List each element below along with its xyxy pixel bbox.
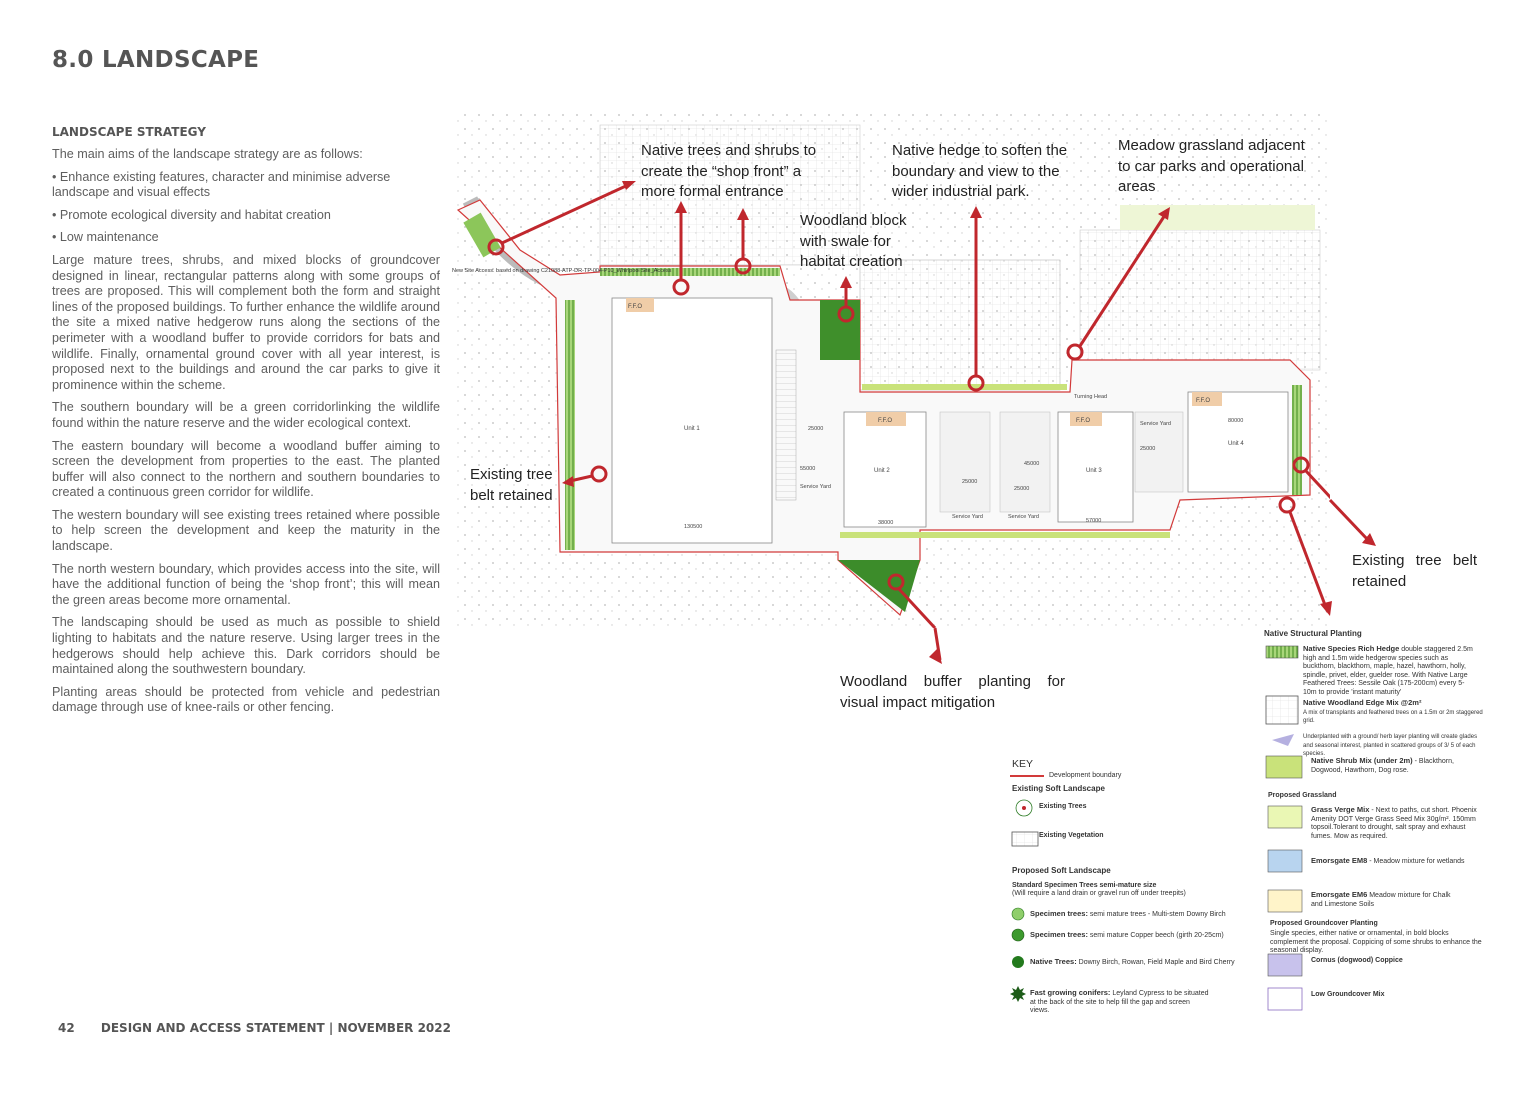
intro-text: The main aims of the landscape strategy are as follows: xyxy=(52,147,363,161)
existing-vegetation-icon xyxy=(1012,832,1038,846)
legend-grassland-heading: Proposed Grassland xyxy=(1268,792,1337,799)
legend-low-groundcover: Low Groundcover Mix xyxy=(1311,991,1385,998)
woodland-edge-swatch xyxy=(1266,696,1298,724)
paragraph-5: The north western boundary, which provides access into the site, will have the additional function of being the ‘shop front’; this will mean the green areas become more ornamental. xyxy=(52,561,440,607)
hedge-swatch xyxy=(1266,646,1298,658)
cornus-swatch xyxy=(1268,954,1302,976)
legend-em8-text: - Meadow mixture for wetlands xyxy=(1367,858,1465,865)
legend-em6-bold: Emorsgate EM6 xyxy=(1311,890,1368,899)
key-item-native xyxy=(1030,958,1250,968)
legend-grass-text: - Next to paths, cut short. Phoenix Amenity DOT Verge Grass Seed Mix 30g/m². 150mm topsoil.Tolerant to drought, salt spray and exhaust fumes. Mow as required. xyxy=(1311,807,1477,840)
callout-woodland-block: Woodland block with swale for habitat creation xyxy=(800,212,907,270)
legend-shrub xyxy=(1311,757,1481,775)
unit-3-label: Unit 3 xyxy=(1086,468,1102,474)
legend-grass-verge xyxy=(1311,806,1481,841)
paragraph-1: Large mature trees, shrubs, and mixed blocks of groundcover designed in linear, rectangular patterns along with some groups of trees are proposed. This will complement both the form and straight lines of the proposed buildings. To further enhance the wildlife around the site a mixed native hedgerow runs along the sections of the perimeter with a woodland buffer to provide corridors for bats and wildlife. Finally, ornamental ground cover with all year interest, is proposed next to the buildings and around the car parks to give it prominence within the scheme. xyxy=(52,252,440,392)
legend-grass-bold: Grass Verge Mix xyxy=(1311,805,1370,814)
footer-text: DESIGN AND ACCESS STATEMENT | NOVEMBER 2022 xyxy=(100,1021,451,1035)
section-heading: LANDSCAPE STRATEGY xyxy=(52,125,206,139)
specimen-birch-icon xyxy=(1012,908,1024,920)
callout-tree-belt-east: Existing tree belt retained xyxy=(1352,552,1477,590)
legend-hedge-text: double staggered 2.5m high and 1.5m wide hedgerow species such as buckthorn, blackthorn, maple, hazel, hawthorn, holly, spindle, privet, elder, guelder rose. With Native Large Feathered Trees: Sessile Oak (175-200cm) every 5-10m to provide 'instant maturity' xyxy=(1303,646,1473,696)
key-boundary-label: Development boundary xyxy=(1049,772,1122,779)
legend-shrub-bold: Native Shrub Mix (under 2m) xyxy=(1311,756,1413,765)
arrow-tree-belt-east-1-tail xyxy=(1330,500,1368,540)
bullet-2: • Promote ecological diversity and habitat creation xyxy=(52,207,331,222)
legend-em8-bold: Emorsgate EM8 xyxy=(1311,856,1368,865)
turning-head-label: Turning Head xyxy=(1074,394,1108,400)
key-existing-vegetation: Existing Vegetation xyxy=(1039,832,1104,839)
em6-swatch xyxy=(1268,890,1302,912)
service-yard-label-4: Service Yard xyxy=(1140,421,1171,427)
callout-tree-belt-west: Existing tree belt retained xyxy=(470,466,553,504)
dim-yard-3: 25000 xyxy=(1014,486,1030,492)
legend-woodland-text: A mix of transplants and feathered trees on a 1.5m or 2m staggered grid. xyxy=(1303,709,1483,724)
dim-unit4: 80000 xyxy=(1228,418,1244,424)
specimen-beech-icon xyxy=(1012,929,1024,941)
legend-groundcover-text: Single species, either native or ornamental, in bold blocks complement the proposal. Coppicing of some shrubs to enhance the seasonal display. xyxy=(1270,930,1482,954)
dim-unit3: 57000 xyxy=(1086,518,1102,524)
dim-yard-2: 25000 xyxy=(962,479,978,485)
key-existing-trees: Existing Trees xyxy=(1039,803,1087,810)
key-item-conifer-bold: Fast growing conifers: xyxy=(1030,988,1111,997)
key-item-birch xyxy=(1030,910,1250,920)
paragraph-3: The eastern boundary will become a woodland buffer aiming to screen the development from properties to the east. The planted buffer will also connect to the northern and southern boundaries to created a continuous green corridor for wildlife. xyxy=(52,438,440,500)
service-yard-label-3: Service Yard xyxy=(1008,514,1039,520)
key-specimen-heading: Standard Specimen Trees semi-mature size xyxy=(1012,882,1157,889)
legend-swatches xyxy=(1264,644,1308,1014)
grass-verge-swatch xyxy=(1268,806,1302,828)
legend-em6 xyxy=(1311,891,1461,909)
legend-hedge xyxy=(1303,645,1478,697)
legend-structural-heading: Native Structural Planting xyxy=(1264,629,1362,638)
ffo-label-1: F.F.O xyxy=(628,304,643,310)
dim-yard-1: 25000 xyxy=(808,426,824,432)
existing-trees-dot-icon xyxy=(1022,806,1026,810)
callout-native-hedge: Native hedge to soften the boundary and view to the wider industrial park. xyxy=(892,142,1068,200)
conifer-icon xyxy=(1010,986,1026,1002)
ffo-label-2: F.F.O xyxy=(878,418,893,424)
em8-swatch xyxy=(1268,850,1302,872)
shrub-swatch xyxy=(1266,756,1302,778)
dim-unit2: 38000 xyxy=(878,520,894,526)
underplant-swatch xyxy=(1272,734,1294,746)
native-trees-icon xyxy=(1012,956,1024,968)
legend-groundcover-heading: Proposed Groundcover Planting xyxy=(1270,920,1378,927)
dim-unit1: 130500 xyxy=(684,524,703,530)
callout-woodland-buffer: Woodland buffer planting for visual impact mitigation xyxy=(840,673,1065,711)
key-specimen-note: (Will require a land drain or gravel run off under treepits) xyxy=(1012,890,1186,897)
key-proposed-soft: Proposed Soft Landscape xyxy=(1012,866,1111,875)
low-groundcover-swatch xyxy=(1268,988,1302,1010)
dim-45000: 45000 xyxy=(1024,461,1040,467)
legend-em6-text: Meadow mixture for Chalk and Limestone Soils xyxy=(1311,892,1451,908)
service-yard-label-2: Service Yard xyxy=(952,514,983,520)
key-item-native-text: Downy Birch, Rowan, Field Maple and Bird Cherry xyxy=(1076,959,1235,966)
page-title: 8.0 LANDSCAPE xyxy=(52,47,260,73)
callout-meadow: Meadow grassland adjacent to car parks and operational areas xyxy=(1118,137,1305,195)
ffo-label-3: F.F.O xyxy=(1076,418,1091,424)
key-item-birch-text: semi mature trees - Multi-stem Downy Birch xyxy=(1087,911,1226,918)
callout-native-trees: Native trees and shrubs to create the “shop front” a more formal entrance xyxy=(641,142,817,200)
service-yard-label-1: Service Yard xyxy=(800,484,831,490)
page-number: 42 xyxy=(58,1021,75,1035)
legend-woodland xyxy=(1303,699,1483,726)
key-item-beech-text: semi mature Copper beech (girth 20-25cm) xyxy=(1087,932,1224,939)
key-item-beech-bold: Specimen trees: xyxy=(1030,930,1088,939)
key-title: KEY xyxy=(1012,758,1034,770)
site-access-label: New Site Access. based on drawing C21088-ATP-DR-TP-004-P10_Whirlpool Site_Access xyxy=(452,268,672,274)
unit-1-label: Unit 1 xyxy=(684,426,700,432)
paragraph-6: The landscaping should be used as much as possible to shield lighting to habitats and the nature reserve. Using larger trees in the hedgerows should help achieve this. Dark corridors should be maintained along the southwestern boundary. xyxy=(52,615,440,677)
unit-2-label: Unit 2 xyxy=(874,468,890,474)
legend-underplant: Underplanted with a ground/ herb layer planting will create glades and seasonal interest, planted in scattered groups of 3/ 5 of each species. xyxy=(1303,734,1478,757)
key-existing-soft: Existing Soft Landscape xyxy=(1012,784,1105,793)
legend-shrub-text: - Blackthorn, Dogwood, Hawthorn, Dog rose. xyxy=(1311,758,1454,774)
unit-4-label: Unit 4 xyxy=(1228,441,1244,447)
key-item-native-bold: Native Trees: xyxy=(1030,957,1077,966)
paragraph-7: Planting areas should be protected from vehicle and pedestrian damage through use of knee-rails or other fencing. xyxy=(52,684,440,715)
dim-55000: 55000 xyxy=(800,466,816,472)
paragraph-4: The western boundary will see existing trees retained where possible to help screen the development and keep the maturity in the landscape. xyxy=(52,507,440,554)
paragraph-2: The southern boundary will be a green corridorlinking the wildlife found within the nature reserve and the wider ecological context. xyxy=(52,400,440,430)
bullet-1: • Enhance existing features, character and minimise adverse landscape and visual effects xyxy=(52,169,391,200)
key-item-birch-bold: Specimen trees: xyxy=(1030,909,1088,918)
key-item-conifer-text: Leyland Cypress to be situated at the back of the site to help fill the gap and screen views. xyxy=(1030,990,1209,1014)
legend-cornus: Cornus (dogwood) Coppice xyxy=(1311,957,1403,964)
key-item-conifer xyxy=(1030,989,1210,1016)
key-item-beech xyxy=(1030,931,1250,941)
legend-woodland-bold: Native Woodland Edge Mix @2m² xyxy=(1303,698,1422,707)
dim-yard-4: 25000 xyxy=(1140,446,1156,452)
legend-em8 xyxy=(1311,857,1481,867)
legend-hedge-bold: Native Species Rich Hedge xyxy=(1303,644,1400,653)
bullet-3: • Low maintenance xyxy=(52,230,159,245)
ffo-label-4: F.F.O xyxy=(1196,398,1211,404)
